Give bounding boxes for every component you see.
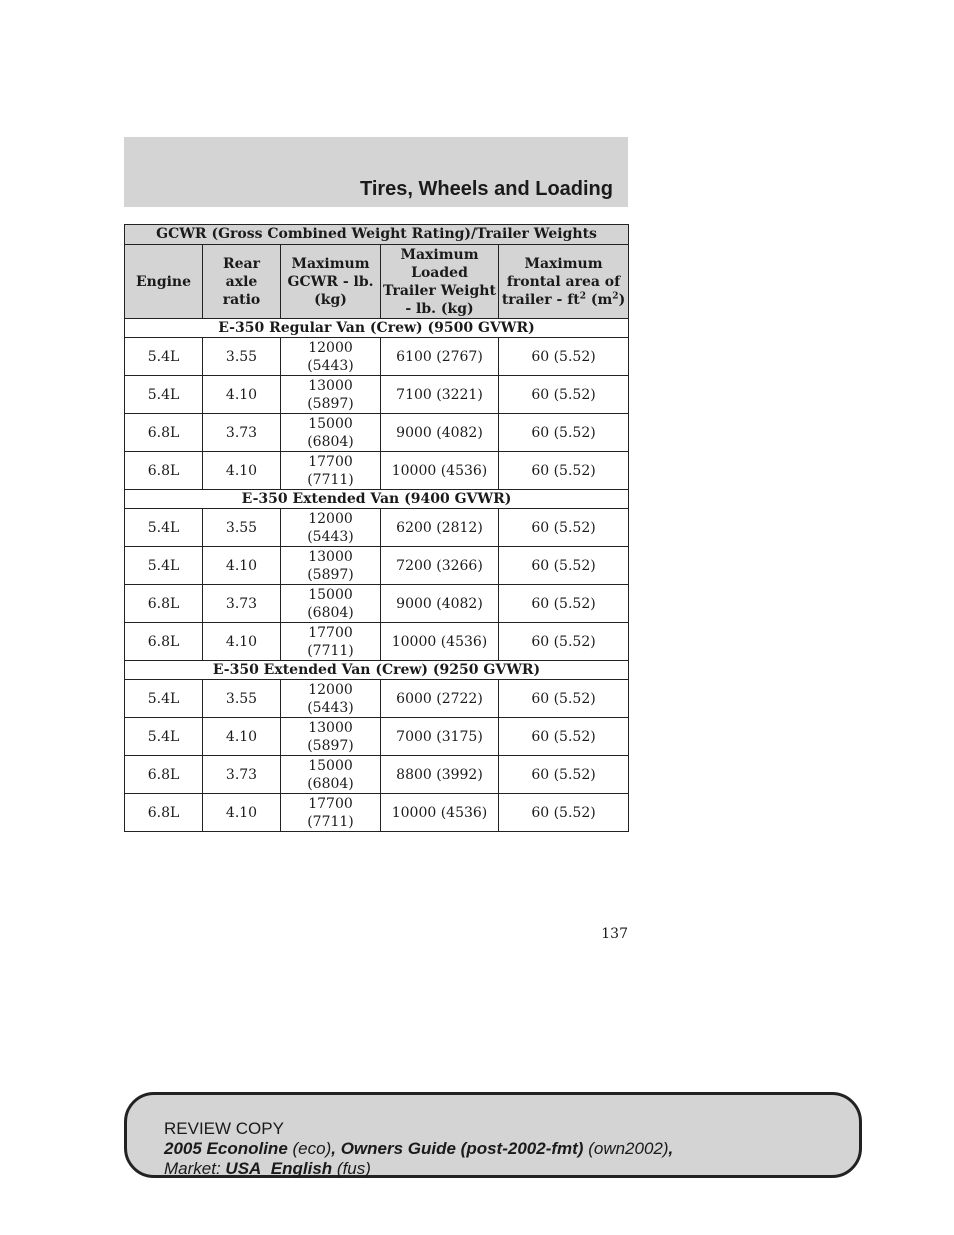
section-title: Tires, Wheels and Loading — [359, 178, 613, 200]
gcwr-lb-value: 15000 — [308, 757, 353, 774]
review-copy-text — [164, 1119, 673, 1179]
gcwr-lb-value: 13000 — [308, 719, 353, 736]
max-gcwr-cell — [281, 623, 381, 661]
max-gcwr-cell — [281, 338, 381, 376]
axle-ratio-cell: 4.10 — [203, 452, 281, 490]
column-header-max-gcwr: Maximum GCWR - lb. (kg) — [281, 245, 381, 319]
table-body — [125, 319, 629, 832]
group-title: E-350 Extended Van (9400 GVWR) — [125, 490, 629, 509]
frontal-area-cell: 60 (5.52) — [499, 623, 629, 661]
gcwr-lb-value: 13000 — [308, 548, 353, 565]
max-gcwr-cell — [281, 376, 381, 414]
table-group-row — [125, 661, 629, 680]
engine-cell: 5.4L — [125, 680, 203, 718]
table-group-row — [125, 490, 629, 509]
table-caption: GCWR (Gross Combined Weight Rating)/Trailer Weights — [125, 225, 629, 245]
engine-cell: 6.8L — [125, 414, 203, 452]
frontal-area-cell: 60 (5.52) — [499, 376, 629, 414]
max-trailer-weight-cell: 6100 (2767) — [381, 338, 499, 376]
engine-cell: 5.4L — [125, 547, 203, 585]
table-row — [125, 338, 629, 376]
table-row — [125, 509, 629, 547]
max-trailer-weight-cell: 10000 (4536) — [381, 794, 499, 832]
column-header-max-trailer-weight: Maximum Loaded Trailer Weight - lb. (kg) — [381, 245, 499, 319]
frontal-area-cell: 60 (5.52) — [499, 680, 629, 718]
max-trailer-weight-cell: 8800 (3992) — [381, 756, 499, 794]
gcwr-kg-value: (7711) — [307, 813, 354, 830]
gcwr-lb-value: 12000 — [308, 339, 353, 356]
axle-ratio-cell: 3.55 — [203, 509, 281, 547]
axle-ratio-cell: 3.73 — [203, 585, 281, 623]
table-row — [125, 547, 629, 585]
frontal-area-cell: 60 (5.52) — [499, 756, 629, 794]
max-trailer-weight-cell: 7200 (3266) — [381, 547, 499, 585]
max-trailer-weight-cell: 9000 (4082) — [381, 585, 499, 623]
gcwr-kg-value: (6804) — [307, 775, 354, 792]
table-row — [125, 376, 629, 414]
axle-ratio-cell: 4.10 — [203, 794, 281, 832]
max-trailer-weight-cell: 7000 (3175) — [381, 718, 499, 756]
axle-ratio-cell: 3.55 — [203, 680, 281, 718]
table-row — [125, 794, 629, 832]
gcwr-kg-value: (7711) — [307, 471, 354, 488]
gcwr-lb-value: 17700 — [308, 624, 353, 641]
frontal-area-cell: 60 (5.52) — [499, 547, 629, 585]
gcwr-kg-value: (5443) — [307, 357, 354, 374]
gcwr-lb-value: 12000 — [308, 510, 353, 527]
engine-cell: 6.8L — [125, 452, 203, 490]
gcwr-kg-value: (7711) — [307, 642, 354, 659]
frontal-area-cell: 60 (5.52) — [499, 452, 629, 490]
review-copy-label: REVIEW COPY — [164, 1119, 284, 1138]
max-trailer-weight-cell: 6200 (2812) — [381, 509, 499, 547]
engine-cell: 6.8L — [125, 623, 203, 661]
column-header-max-frontal-area — [499, 245, 629, 319]
column-header-rear-axle-ratio: Rear axle ratio — [203, 245, 281, 319]
frontal-area-cell: 60 (5.52) — [499, 338, 629, 376]
table-row — [125, 623, 629, 661]
engine-cell: 5.4L — [125, 338, 203, 376]
group-title: E-350 Extended Van (Crew) (9250 GVWR) — [125, 661, 629, 680]
gcwr-lb-value: 13000 — [308, 377, 353, 394]
frontal-area-cell: 60 (5.52) — [499, 414, 629, 452]
max-gcwr-cell — [281, 680, 381, 718]
gcwr-lb-value: 15000 — [308, 415, 353, 432]
axle-ratio-cell: 4.10 — [203, 623, 281, 661]
group-title: E-350 Regular Van (Crew) (9500 GVWR) — [125, 319, 629, 338]
gcwr-lb-value: 17700 — [308, 795, 353, 812]
axle-ratio-cell: 4.10 — [203, 718, 281, 756]
max-trailer-weight-cell: 10000 (4536) — [381, 452, 499, 490]
gcwr-kg-value: (5897) — [307, 395, 354, 412]
gcwr-lb-value: 17700 — [308, 453, 353, 470]
axle-ratio-cell: 3.73 — [203, 414, 281, 452]
max-gcwr-cell — [281, 509, 381, 547]
table-row — [125, 452, 629, 490]
engine-cell: 6.8L — [125, 585, 203, 623]
table-row — [125, 718, 629, 756]
section-header-band — [124, 137, 628, 207]
gcwr-kg-value: (5443) — [307, 699, 354, 716]
page-number: 137 — [601, 926, 628, 942]
max-gcwr-cell — [281, 414, 381, 452]
engine-cell: 6.8L — [125, 794, 203, 832]
frontal-area-label: Maximum frontal area of trailer - ft — [501, 255, 621, 308]
review-copy-box — [124, 1092, 862, 1178]
gcwr-kg-value: (5443) — [307, 528, 354, 545]
engine-cell: 5.4L — [125, 376, 203, 414]
gcwr-kg-value: (5897) — [307, 566, 354, 583]
frontal-area-cell: 60 (5.52) — [499, 509, 629, 547]
axle-ratio-cell: 3.73 — [203, 756, 281, 794]
table-row — [125, 414, 629, 452]
gcwr-lb-value: 15000 — [308, 586, 353, 603]
max-gcwr-cell — [281, 718, 381, 756]
column-header-engine: Engine — [125, 245, 203, 319]
max-trailer-weight-cell: 10000 (4536) — [381, 623, 499, 661]
table-row — [125, 756, 629, 794]
max-trailer-weight-cell: 9000 (4082) — [381, 414, 499, 452]
frontal-area-cell: 60 (5.52) — [499, 794, 629, 832]
publication-line: 2005 Econoline (eco), Owners Guide (post-2002-fmt) (own2002), — [164, 1139, 674, 1158]
max-gcwr-cell — [281, 547, 381, 585]
max-gcwr-cell — [281, 756, 381, 794]
table-row — [125, 680, 629, 718]
max-gcwr-cell — [281, 452, 381, 490]
frontal-area-cell: 60 (5.52) — [499, 585, 629, 623]
max-gcwr-cell — [281, 794, 381, 832]
gcwr-lb-value: 12000 — [308, 681, 353, 698]
max-trailer-weight-cell: 6000 (2722) — [381, 680, 499, 718]
frontal-area-metric-unit: $(m^2)$ — [590, 290, 626, 308]
gcwr-trailer-weights-table — [124, 224, 629, 832]
max-trailer-weight-cell: 7100 (3221) — [381, 376, 499, 414]
gcwr-kg-value: (6804) — [307, 604, 354, 621]
gcwr-kg-value: (6804) — [307, 433, 354, 450]
table-group-row — [125, 319, 629, 338]
engine-cell: 5.4L — [125, 509, 203, 547]
max-gcwr-cell — [281, 585, 381, 623]
axle-ratio-cell: 4.10 — [203, 547, 281, 585]
axle-ratio-cell: 3.55 — [203, 338, 281, 376]
axle-ratio-cell: 4.10 — [203, 376, 281, 414]
gcwr-kg-value: (5897) — [307, 737, 354, 754]
market-line: Market: USA_English (fus) — [164, 1159, 371, 1178]
frontal-area-superscript: 2 — [579, 290, 586, 301]
frontal-area-cell: 60 (5.52) — [499, 718, 629, 756]
engine-cell: 5.4L — [125, 718, 203, 756]
table-row — [125, 585, 629, 623]
engine-cell: 6.8L — [125, 756, 203, 794]
